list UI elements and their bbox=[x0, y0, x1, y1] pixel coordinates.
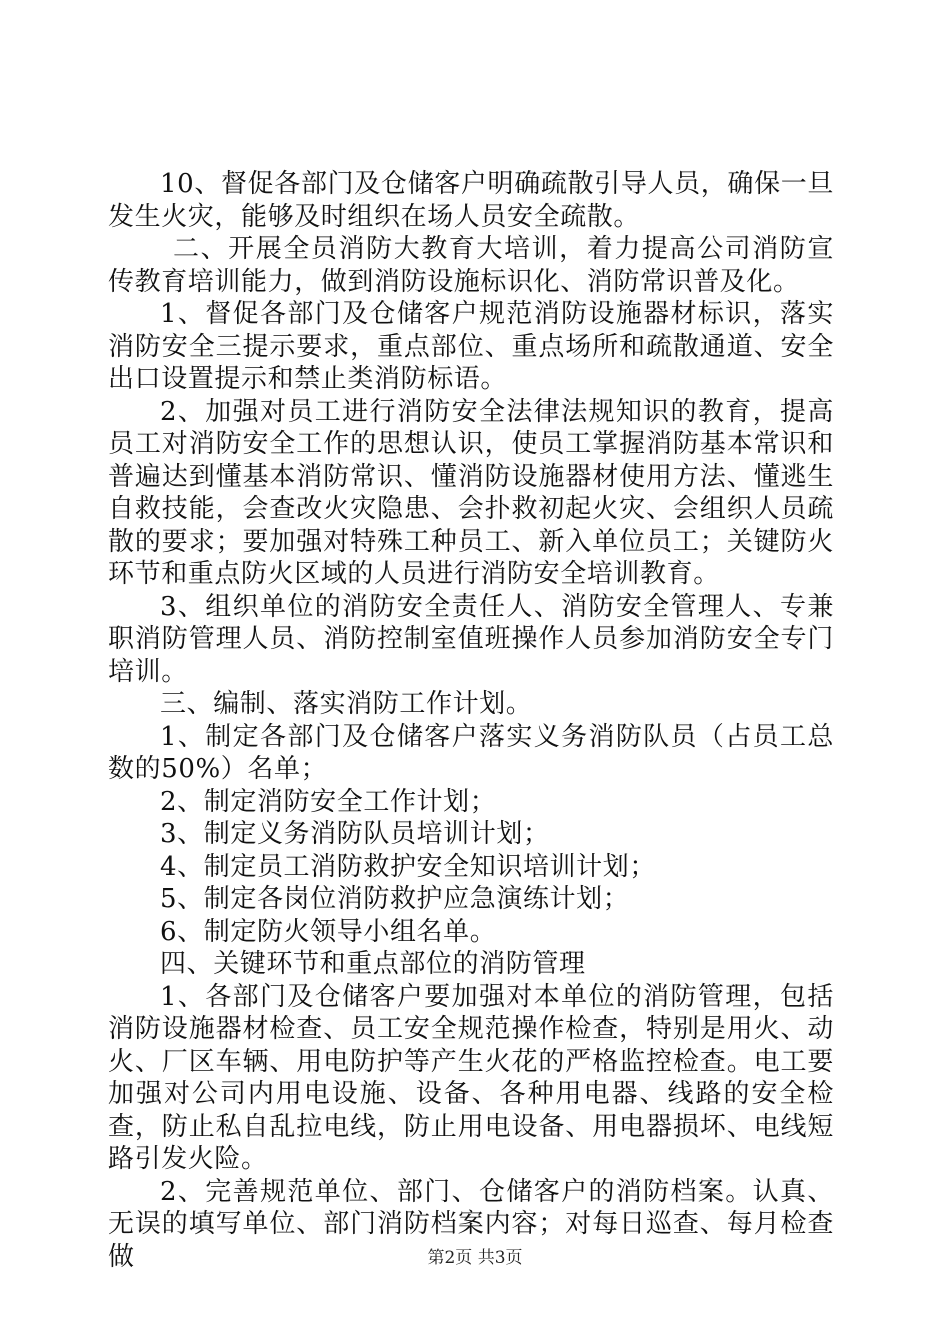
paragraph-item-10-evacuation: 10、督促各部门及仓储客户明确疏散引导人员，确保一旦发生火灾，能够及时组织在场人员安全疏散。 bbox=[108, 169, 834, 232]
document-body bbox=[108, 168, 834, 1273]
paragraph-item-1-signage: 1、督促各部门及仓储客户规范消防设施器材标识，落实消防安全三提示要求，重点部位、重点场所和疏散通道、安全出口设置提示和禁止类消防标语。 bbox=[108, 299, 834, 394]
paragraph-item-3-personnel: 3、组织单位的消防安全责任人、消防安全管理人、专兼职消防管理人员、消防控制室值班操作人员参加消防安全专门培训。 bbox=[108, 591, 834, 687]
paragraph-plan-6: 6、制定防火领导小组名单。 bbox=[160, 916, 497, 947]
section-heading-3: 三、编制、落实消防工作计划。 bbox=[160, 689, 533, 719]
page-footer: 第2页 共3页 bbox=[427, 1248, 523, 1268]
paragraph-item-2-training: 2、加强对员工进行消防安全法律法规知识的教育，提高员工对消防安全工作的思想认识，使员工掌握消防基本常识和普遍达到懂基本消防常识、懂消防设施器材使用方法、懂逃生自救技能，会查改火灾隐患、会扑救初起火灾、会组织人员疏散的要求；要加强对特殊工种员工、新入单位员工；关键防火环节和重点防火区域的人员进行消防安全培训教育。 bbox=[108, 396, 834, 589]
section-heading-2: 二、开展全员消防大教育大培训，着力提高公司消防宣传教育培训能力，做到消防设施标识化、消防常识普及化。 bbox=[108, 234, 834, 297]
paragraph-plan-5: 5、制定各岗位消防救护应急演练计划； bbox=[160, 884, 630, 914]
section-heading-4: 四、关键环节和重点部位的消防管理 bbox=[160, 949, 586, 979]
paragraph-plan-3: 3、制定义务消防队员培训计划； bbox=[160, 819, 550, 849]
paragraph-plan-2: 2、制定消防安全工作计划； bbox=[160, 786, 497, 817]
paragraph-key-2: 2、完善规范单位、部门、仓储客户的消防档案。认真、无误的填写单位、部门消防档案内容；对每日巡查、每月检查做 bbox=[108, 1176, 834, 1272]
paragraph-plan-4: 4、制定员工消防救护安全知识培训计划； bbox=[160, 851, 656, 882]
paragraph-plan-1: 1、制定各部门及仓储客户落实义务消防队员（占员工总数的50%）名单； bbox=[108, 721, 834, 784]
paragraph-key-1: 1、各部门及仓储客户要加强对本单位的消防管理，包括消防设施器材检查、员工安全规范操作检查，特别是用火、动火、厂区车辆、用电防护等产生火花的严格监控检查。电工要加强对公司内用电设施、设备、各种用电器、线路的安全检查，防止私自乱拉电线，防止用电设备、用电器损坏、电线短路引发火险。 bbox=[108, 981, 834, 1174]
